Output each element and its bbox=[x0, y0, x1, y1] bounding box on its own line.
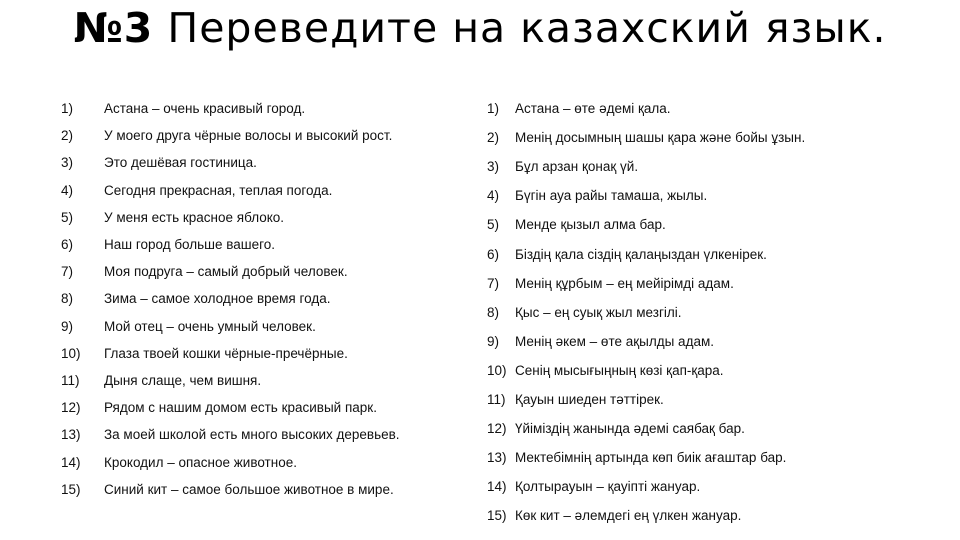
sentence-text: У моего друга чёрные волосы и высокий рост. bbox=[104, 128, 393, 144]
sentence-text: Мой отец – очень умный человек. bbox=[104, 318, 316, 334]
sentence-item bbox=[487, 188, 707, 203]
sentence-item bbox=[61, 482, 394, 497]
sentence-item bbox=[61, 183, 332, 198]
sentence-number: 5) bbox=[61, 209, 74, 225]
sentence-number: 11) bbox=[61, 373, 80, 388]
sentence-text: Сегодня прекрасная, теплая погода. bbox=[104, 182, 333, 198]
sentence-item bbox=[487, 130, 805, 145]
sentence-item bbox=[487, 334, 714, 349]
sentence-item bbox=[487, 217, 666, 232]
sentence-number: 9) bbox=[61, 318, 74, 334]
sentence-item bbox=[61, 101, 305, 116]
sentence-text: Мектебімнің артында көп биік ағаштар бар. bbox=[515, 450, 787, 466]
sentence-number: 3) bbox=[61, 155, 74, 171]
sentence-number: 5) bbox=[487, 217, 500, 233]
sentence-text: Менің досымның шашы қара және бойы ұзын. bbox=[515, 130, 806, 146]
sentence-text: За моей школой есть много высоких деревьев. bbox=[104, 427, 400, 443]
sentence-text: Дыня слаще, чем вишня. bbox=[104, 373, 262, 388]
sentence-item bbox=[487, 159, 638, 174]
sentence-text: Менің құрбым – ең мейірімді адам. bbox=[515, 275, 734, 291]
sentence-item bbox=[487, 276, 734, 291]
sentence-number: 12) bbox=[487, 421, 507, 437]
sentence-number: 13) bbox=[487, 450, 507, 466]
sentence-number: 7) bbox=[61, 264, 74, 280]
sentence-text: Наш город больше вашего. bbox=[104, 237, 276, 252]
sentence-number: 1) bbox=[487, 101, 500, 116]
sentence-text: У меня есть красное яблоко. bbox=[104, 209, 285, 225]
sentence-number: 4) bbox=[487, 188, 500, 204]
sentence-text: Менің әкем – өте ақылды адам. bbox=[515, 333, 714, 349]
sentence-item bbox=[61, 373, 261, 388]
sentence-number: 8) bbox=[487, 304, 500, 320]
sentence-number: 14) bbox=[61, 454, 81, 470]
sentence-text: Қыс – ең суық жыл мезгілі. bbox=[515, 304, 682, 320]
sentence-text: Менде қызыл алма бар. bbox=[515, 217, 666, 233]
sentence-text: Қолтырауын – қауіпті жануар. bbox=[515, 479, 701, 495]
sentence-number: 11) bbox=[487, 392, 506, 407]
sentence-text: Сенің мысығыңның көзі қап-қара. bbox=[515, 362, 724, 378]
sentence-number: 13) bbox=[61, 427, 81, 443]
sentence-item bbox=[487, 363, 724, 378]
sentence-number: 9) bbox=[487, 333, 500, 349]
sentence-number: 3) bbox=[487, 159, 500, 175]
task-number: №3 bbox=[73, 4, 154, 52]
slide-title bbox=[0, 4, 960, 53]
sentence-number: 4) bbox=[61, 182, 74, 198]
sentence-item bbox=[487, 305, 682, 320]
sentence-number: 10) bbox=[487, 362, 507, 378]
sentence-text: Крокодил – опасное животное. bbox=[104, 454, 297, 470]
sentence-text: Бүгін ауа райы тамаша, жылы. bbox=[515, 188, 708, 204]
sentence-item bbox=[61, 455, 297, 470]
sentence-item bbox=[61, 237, 275, 252]
sentence-number: 7) bbox=[487, 275, 500, 291]
sentence-item bbox=[61, 264, 348, 279]
sentence-number: 10) bbox=[61, 345, 81, 361]
sentence-item bbox=[61, 346, 348, 361]
task-instruction: Переведите на казахский язык. bbox=[167, 4, 887, 52]
sentence-item bbox=[61, 210, 284, 225]
sentence-item bbox=[61, 319, 316, 334]
sentence-item bbox=[487, 392, 664, 407]
sentence-number: 14) bbox=[487, 479, 507, 495]
sentence-number: 6) bbox=[61, 237, 74, 252]
sentence-number: 2) bbox=[487, 130, 500, 146]
sentence-item bbox=[61, 155, 257, 170]
sentence-text: Синий кит – самое большое животное в мире. bbox=[104, 481, 394, 497]
sentence-text: Бұл арзан қонақ үй. bbox=[515, 159, 639, 175]
sentence-text: Глаза твоей кошки чёрные-пречёрные. bbox=[104, 345, 348, 361]
sentence-item bbox=[61, 291, 330, 306]
sentence-item bbox=[487, 421, 745, 436]
sentence-text: Зима – самое холодное время года. bbox=[104, 291, 331, 307]
sentence-item bbox=[487, 450, 786, 465]
sentence-text: Үйіміздің жанында әдемі саябақ бар. bbox=[515, 421, 745, 437]
sentence-text: Біздің қала сіздің қалаңыздан үлкенірек. bbox=[515, 246, 767, 262]
sentence-item bbox=[61, 400, 377, 415]
sentence-item bbox=[61, 427, 400, 442]
sentence-text: Рядом с нашим домом есть красивый парк. bbox=[104, 400, 377, 416]
sentence-text: Это дешёвая гостиница. bbox=[104, 155, 257, 171]
sentence-number: 6) bbox=[487, 246, 500, 262]
sentence-item bbox=[487, 247, 767, 262]
sentence-text: Астана – өте әдемі қала. bbox=[515, 101, 671, 116]
sentence-item bbox=[487, 101, 671, 116]
sentence-number: 15) bbox=[61, 481, 81, 497]
sentence-number: 12) bbox=[61, 400, 81, 416]
sentence-text: Моя подруга – самый добрый человек. bbox=[104, 264, 348, 280]
sentence-item bbox=[487, 508, 741, 523]
sentence-number: 1) bbox=[61, 101, 74, 116]
sentence-number: 8) bbox=[61, 291, 74, 307]
sentence-text: Астана – очень красивый город. bbox=[104, 101, 306, 116]
sentence-item bbox=[61, 128, 392, 143]
sentence-text: Көк кит – әлемдегі ең үлкен жануар. bbox=[515, 508, 742, 524]
sentence-text: Қауын шиеден тәттірек. bbox=[515, 392, 664, 407]
sentence-number: 15) bbox=[487, 508, 507, 524]
sentence-item bbox=[487, 479, 700, 494]
sentence-number: 2) bbox=[61, 128, 74, 144]
